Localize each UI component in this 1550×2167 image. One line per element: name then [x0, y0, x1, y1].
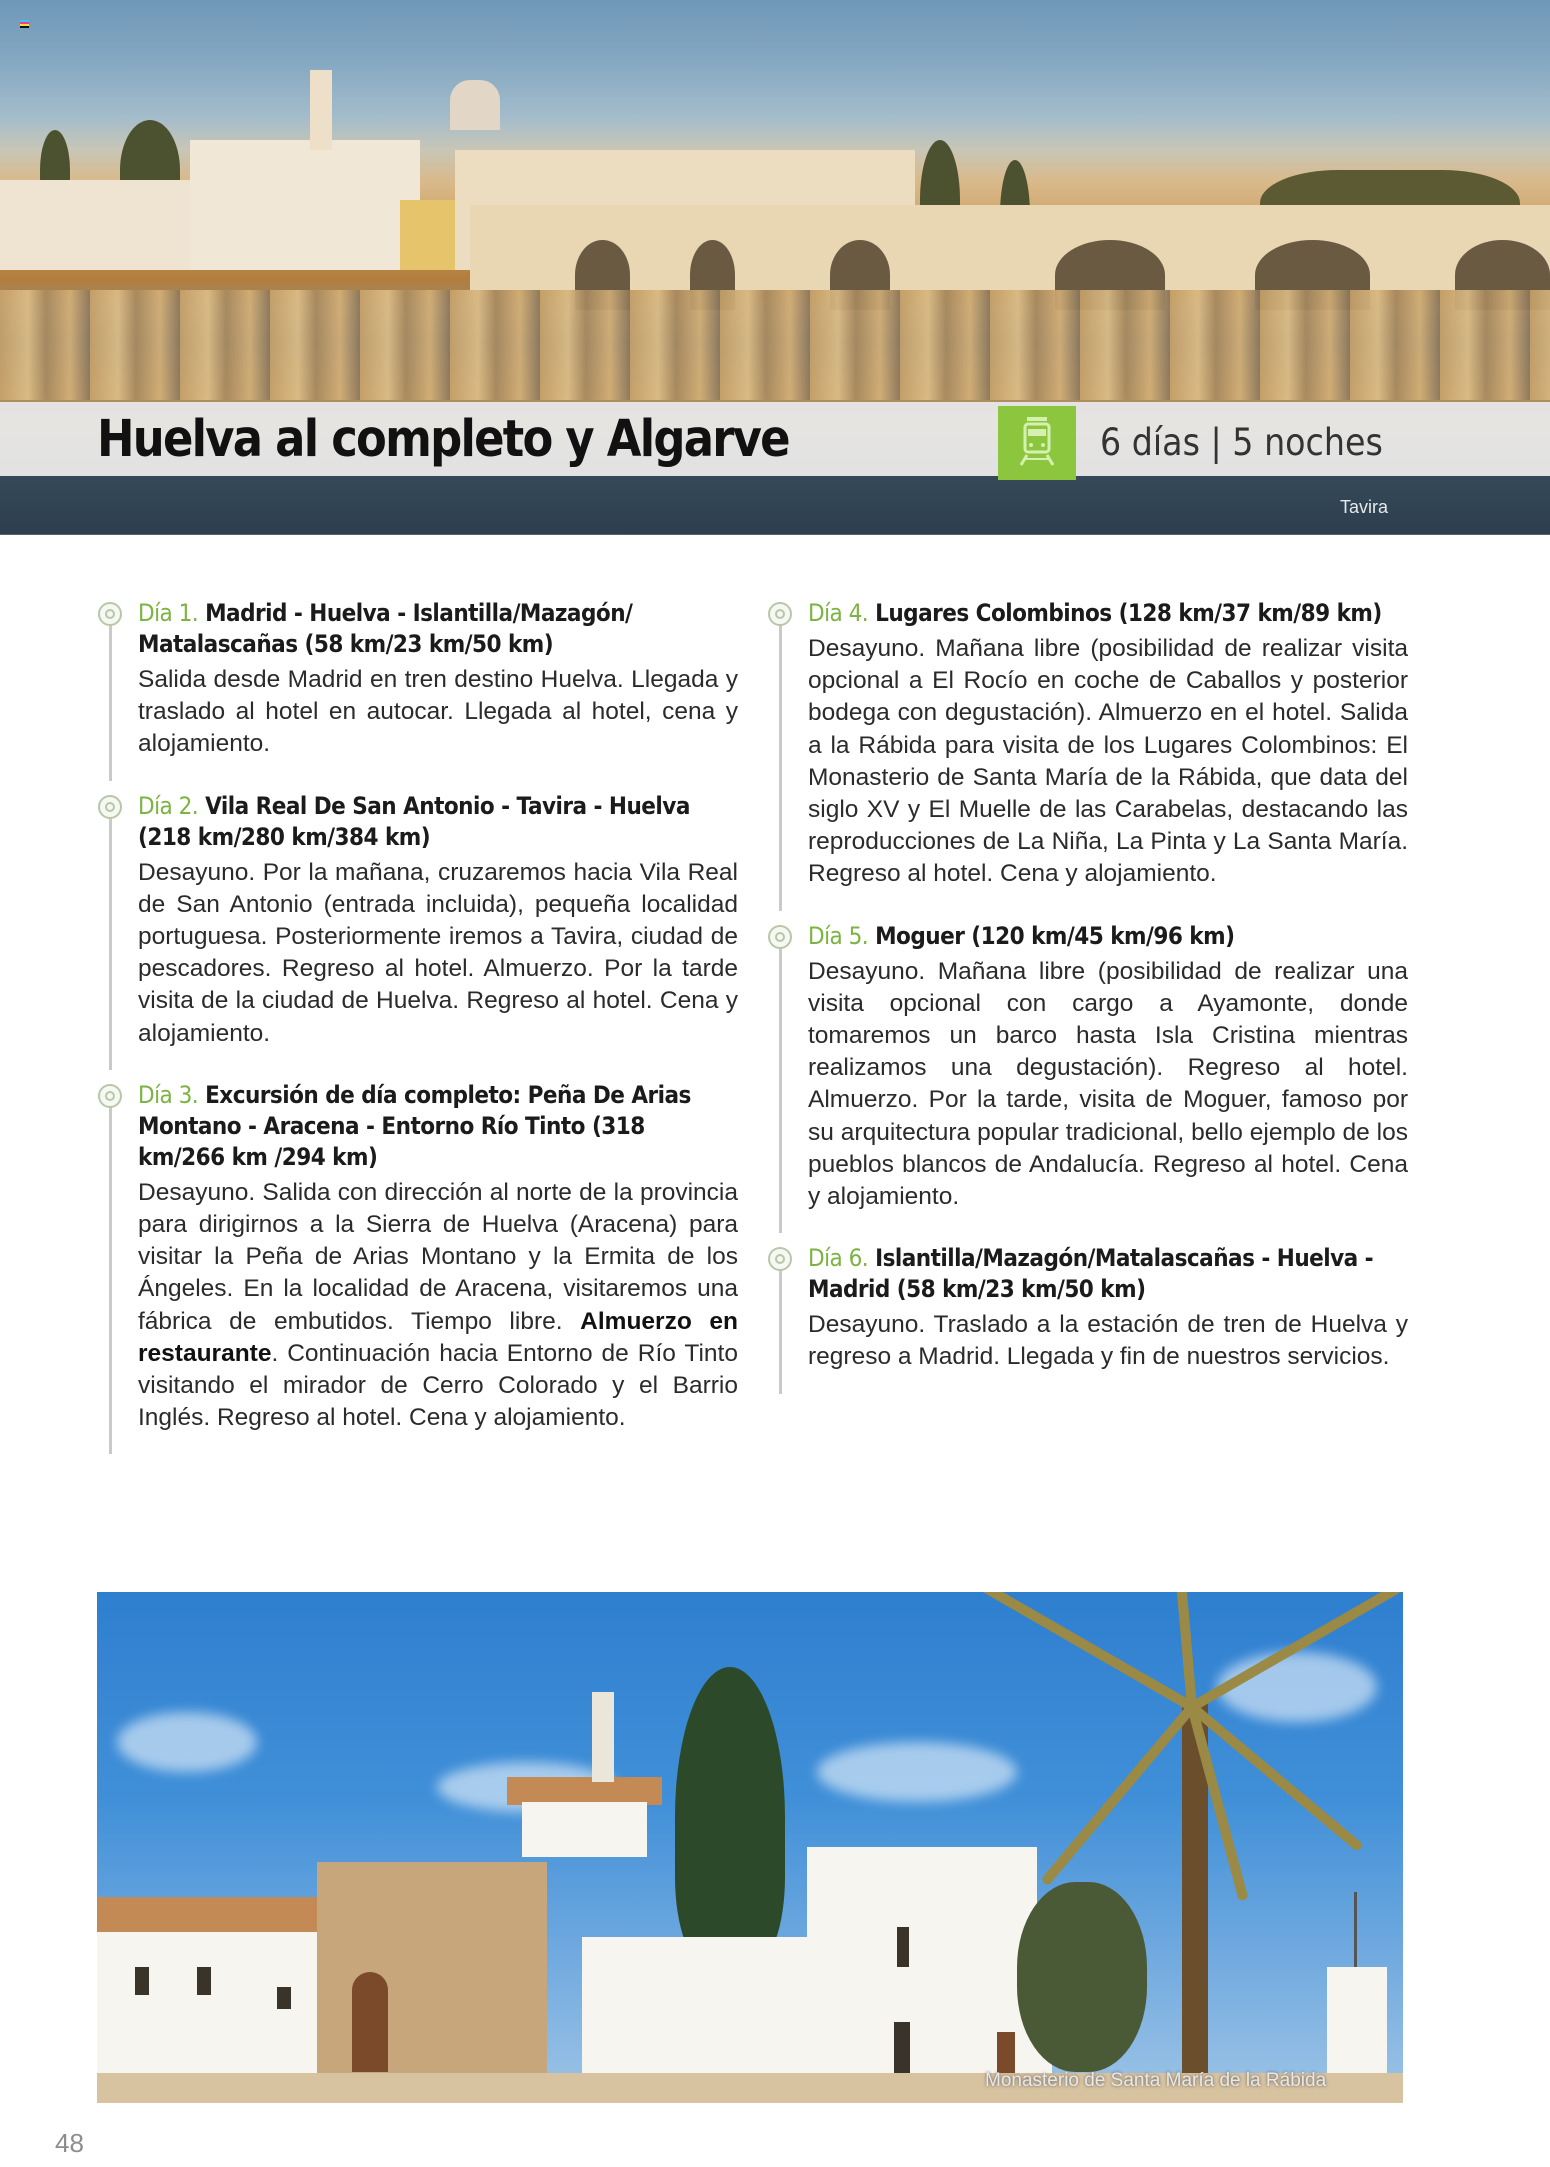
page-number: 48 [55, 2128, 84, 2158]
trip-duration: 6 días | 5 noches [1100, 421, 1383, 464]
day-2 [98, 791, 738, 1050]
page-title: Huelva al completo y Algarve [97, 410, 789, 469]
day-heading [138, 1080, 737, 1173]
timeline-line [109, 624, 112, 781]
day-heading [808, 598, 1407, 629]
monastery-photo [97, 1592, 1403, 2103]
day-heading [138, 598, 737, 660]
day-label: Día 3. [138, 1080, 199, 1109]
timeline-line [109, 817, 112, 1070]
day-text: . Continuación hacia Entorno de Río Tinto visitando el mirador de Cerro Colorado y el Barrio Inglés. Regreso al hotel. Cena y alojamiento. [138, 1339, 738, 1432]
day-heading [808, 1243, 1407, 1305]
timeline-line [779, 624, 782, 911]
timeline-line [779, 1269, 782, 1393]
timeline-marker-icon [768, 925, 792, 949]
print-color-marker [20, 20, 29, 29]
day-route: Excursión de día completo: Peña De Arias Montano - Aracena - Entorno Río Tinto (318 km/266 km /294 km) [138, 1080, 691, 1171]
timeline-marker-icon [98, 602, 122, 626]
day-description: Desayuno. Por la mañana, cruzaremos hacia Vila Real de San Antonio (entrada incluida), pequeña localidad portuguesa. Posteriormente iremos a Tavira, ciudad de pescadores. Regreso al hotel. Almuerzo. Por la tarde visita de la ciudad de Huelva. Regreso al hotel. Cena y alojamiento. [138, 858, 738, 1047]
day-description: Desayuno. Mañana libre (posibilidad de realizar una visita opcional con cargo a Ayamonte, donde tomaremos un barco hasta Isla Cristina mientras realizamos una degustación). Regreso al hotel. Almuerzo. Por la tarde, visita de Moguer, famoso por su arquitectura popular tradicional, bello ejemplo de los pueblos blancos de Andalucía. Regreso al hotel. Cena y alojamiento. [808, 957, 1408, 1211]
day-description: Salida desde Madrid en tren destino Huelva. Llegada y traslado al hotel en autocar. Llegada al hotel, cena y alojamiento. [138, 666, 738, 758]
transport-badge [998, 406, 1076, 480]
day-6 [768, 1243, 1408, 1373]
itinerary-right-column [768, 598, 1408, 1374]
timeline-marker-icon [98, 1084, 122, 1108]
day-route: Vila Real De San Antonio - Tavira - Huelva (218 km/280 km/384 km) [138, 791, 690, 851]
day-text-highlight: Almuerzo en restaurante [138, 1307, 738, 1367]
photo-caption-tavira: Tavira [1340, 497, 1389, 517]
day-label: Día 4. [808, 599, 869, 627]
day-label: Día 1. [138, 599, 199, 627]
day-text: Desayuno. Salida con dirección al norte de la provincia para dirigirnos a la Sierra de Huelva (Aracena) para visitar la Peña de Arias Montano y la Ermita de los Ángeles. En la localidad de Aracena, visitaremos una fábrica de embutidos. Tiempo libre. [138, 1178, 738, 1335]
day-label: Día 2. [138, 791, 199, 820]
day-route: Moguer (120 km/45 km/96 km) [868, 921, 1235, 950]
timeline-marker-icon [768, 1247, 792, 1271]
day-label: Día 6. [808, 1244, 869, 1273]
timeline-marker-icon [768, 602, 792, 626]
day-1 [98, 598, 738, 761]
day-description: Desayuno. Traslado a la estación de tren de Huelva y regreso a Madrid. Llegada y fin de nuestros servicios. [808, 1311, 1408, 1371]
day-description: Desayuno. Mañana libre (posibilidad de realizar visita opcional a El Rocío en coche de Caballos y posterior bodega con degustación). Almuerzo en el hotel. Salida a la Rábida para visita de los Lugares Colombinos: El Monasterio de Santa María de la Rábida, que data del siglo XV y El Muelle de las Carabelas, destacando las reproducciones de La Niña, La Pinta y La Santa María. Regreso al hotel. Cena y alojamiento. [808, 635, 1408, 888]
day-heading [138, 791, 737, 853]
timeline-line [109, 1106, 112, 1455]
train-icon [1017, 415, 1057, 472]
river-reflection [0, 290, 1550, 400]
day-3 [98, 1080, 738, 1435]
day-route: Madrid - Huelva - Islantilla/Mazagón/ Matalascañas (58 km/23 km/50 km) [138, 599, 633, 658]
itinerary-left-column [98, 598, 738, 1434]
day-description [138, 1177, 738, 1435]
day-4 [768, 598, 1408, 891]
day-label: Día 5. [808, 921, 869, 950]
timeline-marker-icon [98, 795, 122, 819]
roman-bridge [470, 205, 1550, 290]
day-5 [768, 921, 1408, 1214]
day-route: Islantilla/Mazagón/Matalascañas - Huelva - Madrid (58 km/23 km/50 km) [808, 1244, 1374, 1304]
day-heading [808, 921, 1407, 952]
caption-band [0, 476, 1550, 534]
day-route: Lugares Colombinos (128 km/37 km/89 km) [868, 599, 1382, 627]
timeline-line [779, 947, 782, 1234]
photo-caption-monastery: Monasterio de Santa María de la Rábida [985, 2070, 1327, 2091]
